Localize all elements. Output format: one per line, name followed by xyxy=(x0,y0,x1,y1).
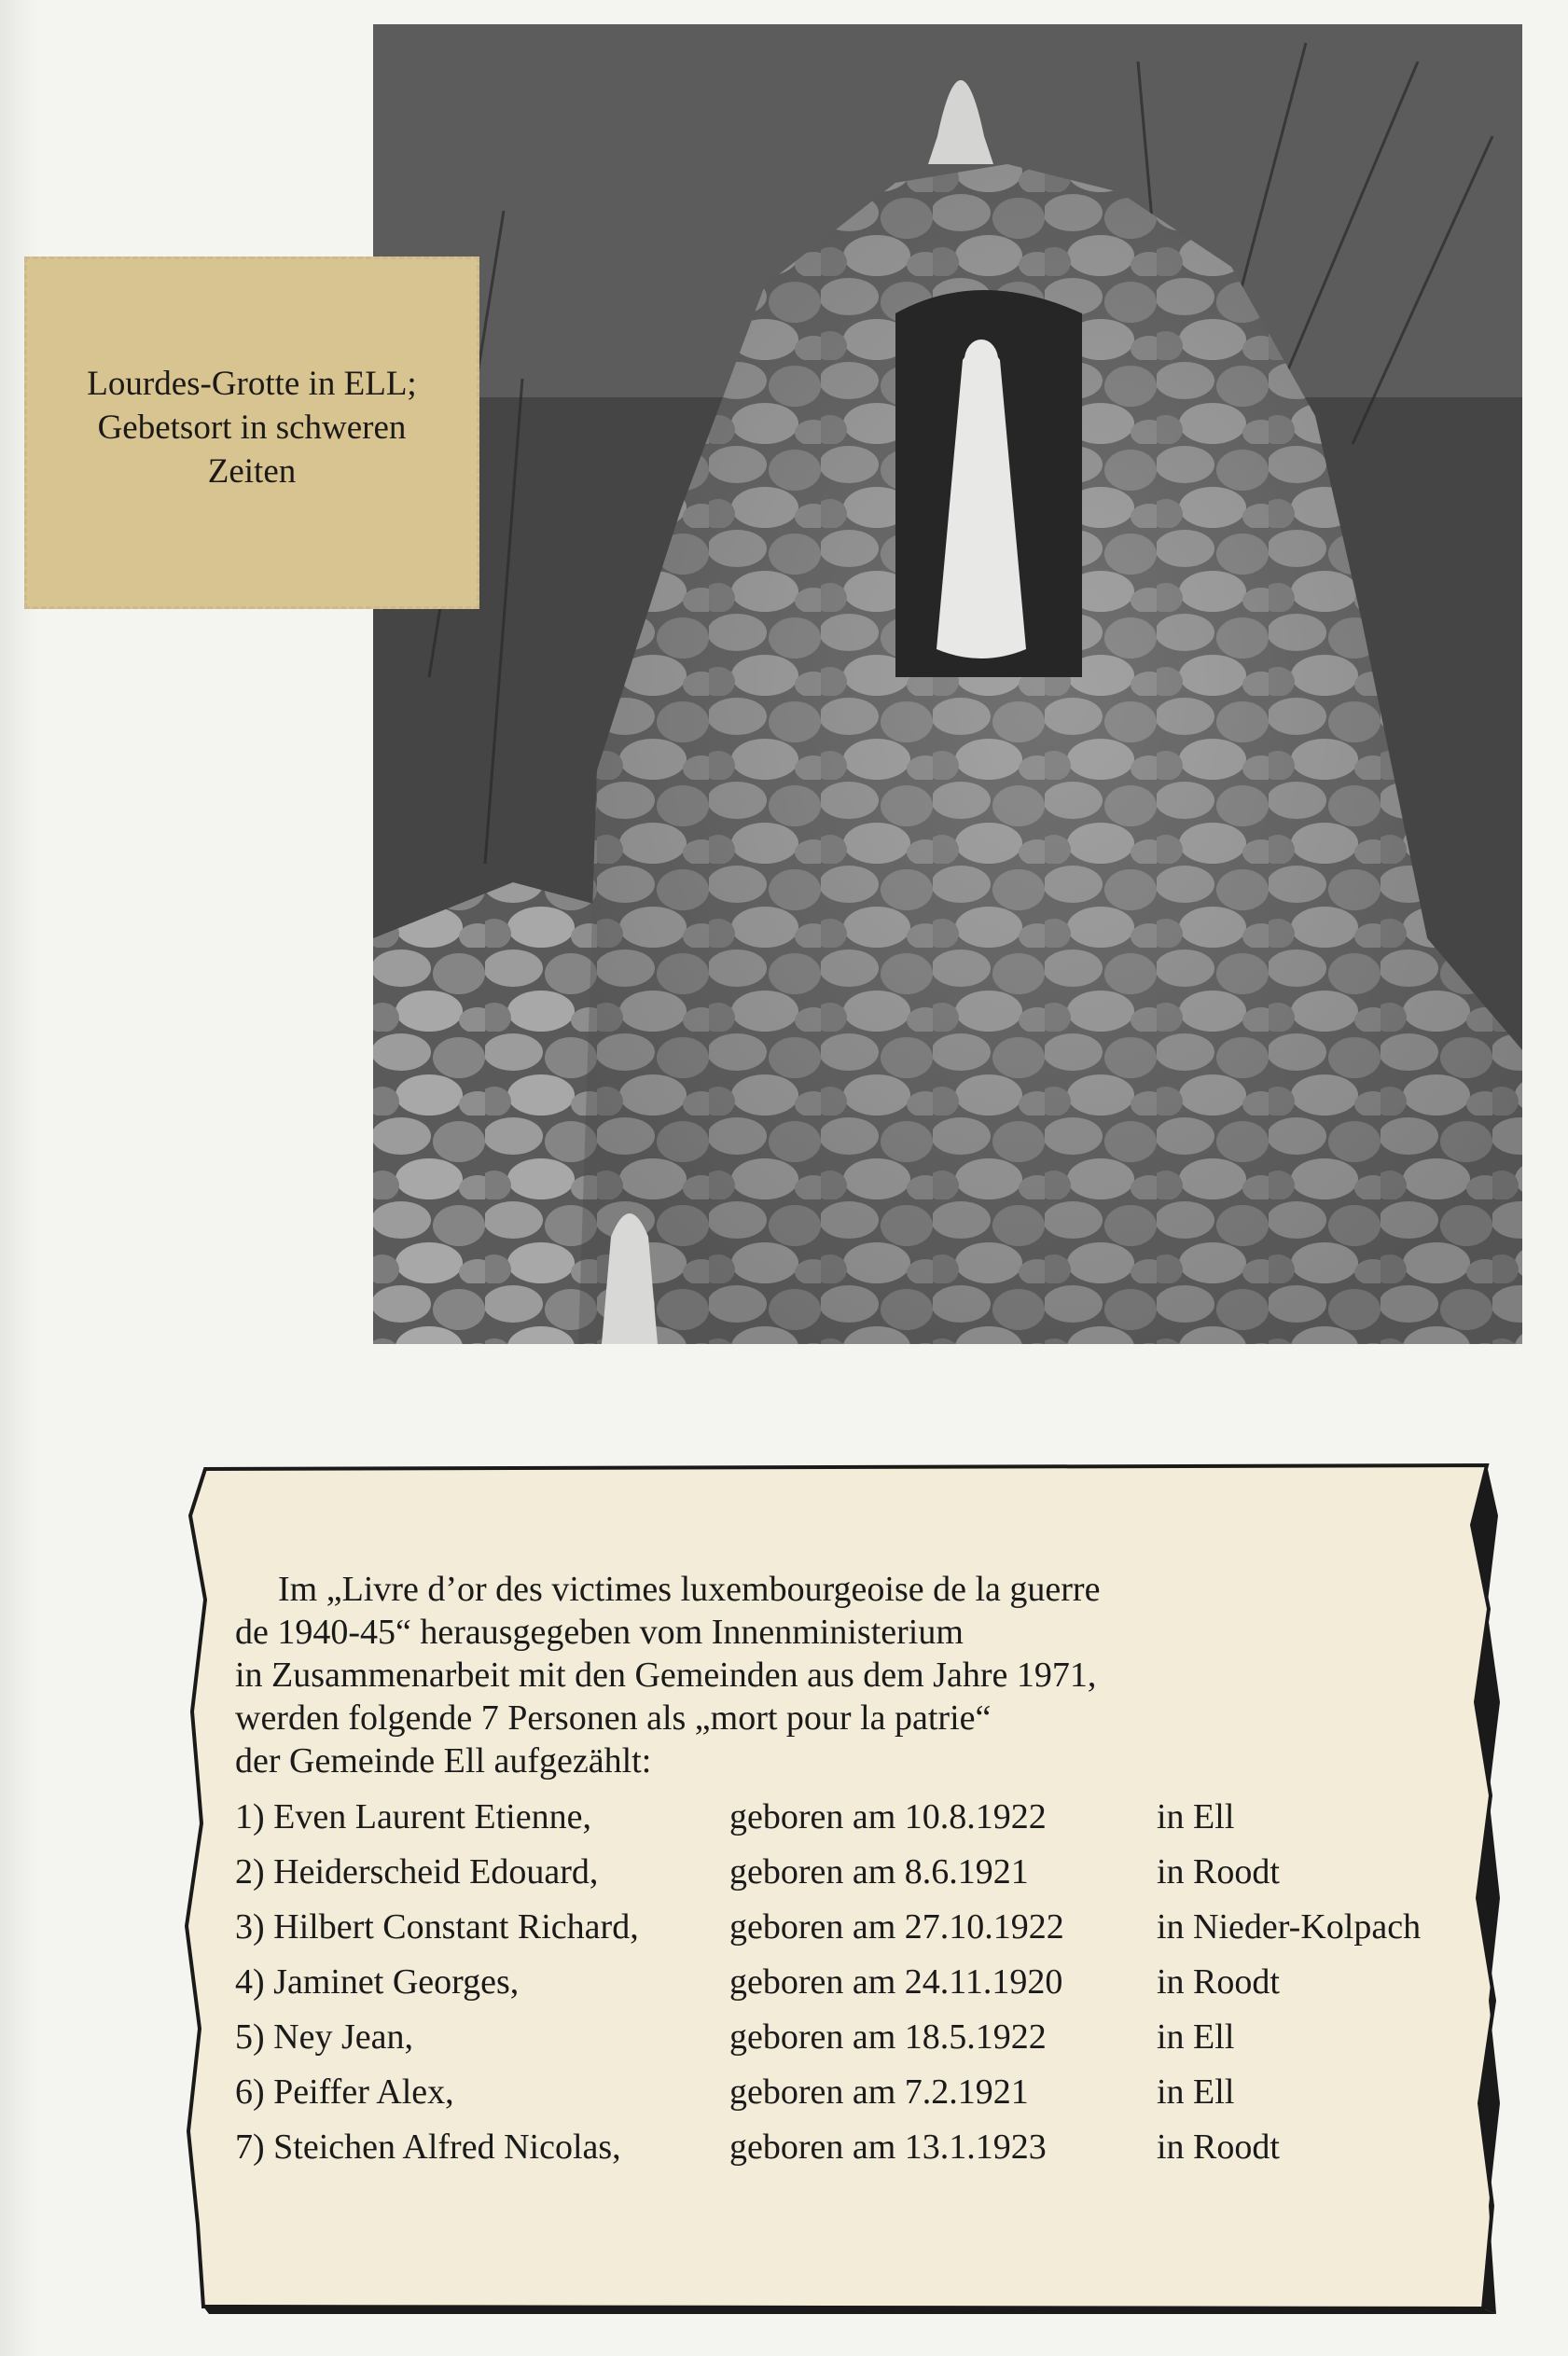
victim-row xyxy=(235,1961,1476,2016)
intro-line-1: Im „Livre d’or des victimes luxembourgeoise de la guerre xyxy=(278,1570,1101,1609)
victim-birthplace: in Ell xyxy=(1157,2072,1235,2112)
victim-birthdate: geboren am 27.10.1922 xyxy=(729,1907,1064,1947)
victim-birthplace: in Ell xyxy=(1157,1797,1235,1836)
victim-name: 2) Heiderscheid Edouard, xyxy=(235,1852,599,1892)
victim-birthdate: geboren am 10.8.1922 xyxy=(729,1797,1047,1836)
victim-birthplace: in Roodt xyxy=(1157,2127,1280,2167)
victim-birthdate: geboren am 8.6.1921 xyxy=(729,1852,1029,1892)
caption-line-2: Gebetsort in schweren xyxy=(97,409,407,447)
victim-birthplace: in Nieder-Kolpach xyxy=(1157,1907,1422,1947)
victim-birthplace: in Roodt xyxy=(1157,1852,1280,1892)
grotto-photo-drawing xyxy=(373,24,1522,1344)
grotto-photo xyxy=(373,24,1522,1344)
intro-line-4: werden folgende 7 Personen als „mort pour la patrie“ xyxy=(235,1698,992,1738)
victim-birthdate: geboren am 24.11.1920 xyxy=(729,1962,1063,2002)
victim-row xyxy=(235,2016,1476,2071)
note-intro xyxy=(235,1568,1476,1782)
victim-name: 7) Steichen Alfred Nicolas, xyxy=(235,2127,621,2167)
victim-birthdate: geboren am 7.2.1921 xyxy=(729,2072,1029,2112)
victim-birthdate: geboren am 13.1.1923 xyxy=(729,2127,1047,2167)
caption-line-3: Zeiten xyxy=(207,452,297,491)
caption-line-1: Lourdes-Grotte in ELL; xyxy=(87,365,417,403)
victim-row xyxy=(235,2071,1476,2126)
victim-row xyxy=(235,1795,1476,1850)
photo-caption-box xyxy=(24,256,479,609)
photo-caption xyxy=(27,362,477,493)
victim-name: 1) Even Laurent Etienne, xyxy=(235,1797,591,1836)
intro-line-3: in Zusammenarbeit mit den Gemeinden aus dem Jahre 1971, xyxy=(235,1656,1097,1695)
victim-row xyxy=(235,1850,1476,1906)
victim-list xyxy=(235,1795,1476,2181)
victim-birthdate: geboren am 18.5.1922 xyxy=(729,2017,1047,2057)
victim-birthplace: in Ell xyxy=(1157,2017,1235,2057)
intro-line-2: de 1940-45“ herausgegeben vom Innenministerium xyxy=(235,1613,964,1652)
parchment-note xyxy=(185,1460,1500,2318)
victim-row xyxy=(235,1906,1476,1961)
victim-name: 3) Hilbert Constant Richard, xyxy=(235,1907,639,1947)
victim-name: 6) Peiffer Alex, xyxy=(235,2072,454,2112)
victim-row xyxy=(235,2126,1476,2181)
intro-line-5: der Gemeinde Ell aufgezählt: xyxy=(235,1741,652,1781)
victim-name: 5) Ney Jean, xyxy=(235,2017,413,2057)
victim-name: 4) Jaminet Georges, xyxy=(235,1962,520,2002)
note-content xyxy=(235,1568,1476,2181)
victim-birthplace: in Roodt xyxy=(1157,1962,1280,2002)
